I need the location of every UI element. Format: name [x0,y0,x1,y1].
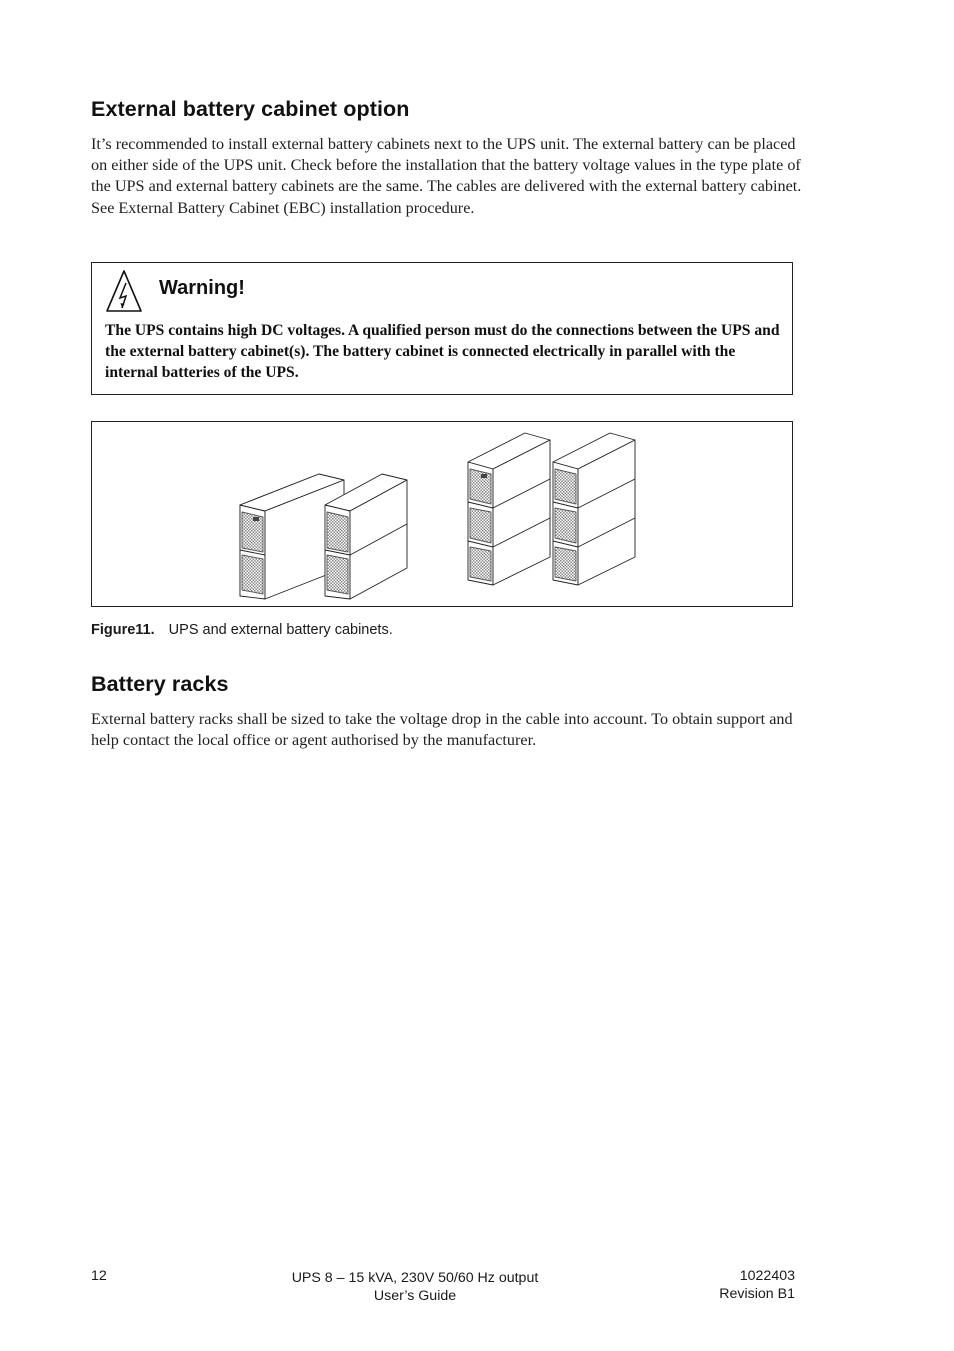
ups-unit-3-module [468,433,550,585]
battery-cabinet-3-module [553,433,635,585]
warning-box [91,262,793,395]
footer-doc-number: 1022403 [739,1268,795,1284]
figure-ups-cabinets [91,421,793,607]
high-voltage-warning-icon [105,269,143,313]
warning-text: The UPS contains high DC voltages. A qualified person must do the connections between the UPS and the external battery cabinet(s). The battery cabinet is connected electrically in parallel with the internal batteries of the UPS. [105,322,780,381]
figure-label: Figure11. [91,622,155,638]
footer-title-line2: User’s Guide [373,1288,457,1304]
external-cabinet-paragraph: It’s recommended to install external battery cabinets next to the UPS unit. The external battery can be placed on either side of the UPS unit. Check before the installation that the battery voltage values in the type plate of the UPS and external battery cabinets are the same. The cables are delivered with the external battery cabinet. See External Battery Cabinet (EBC) installation procedure. [91,135,802,217]
battery-racks-paragraph: External battery racks shall be sized to take the voltage drop in the cable into account. To obtain support and help contact the local office or agent authorised by the manufacturer. [91,710,793,750]
section-heading-battery-racks: Battery racks [91,672,229,696]
footer-revision: Revision B1 [719,1286,795,1302]
figure-caption-text: UPS and external battery cabinets. [168,622,393,638]
section-heading-external-battery-cabinet: External battery cabinet option [91,97,410,121]
figure-caption [91,622,393,638]
warning-title: Warning! [159,277,245,299]
footer-page-number: 12 [91,1268,107,1284]
footer-doc-info [680,1267,795,1303]
footer-title-line1: UPS 8 – 15 kVA, 230V 50/60 Hz output [291,1270,539,1286]
ups-cabinets-illustration [92,422,792,606]
footer-document-title [250,1269,580,1305]
